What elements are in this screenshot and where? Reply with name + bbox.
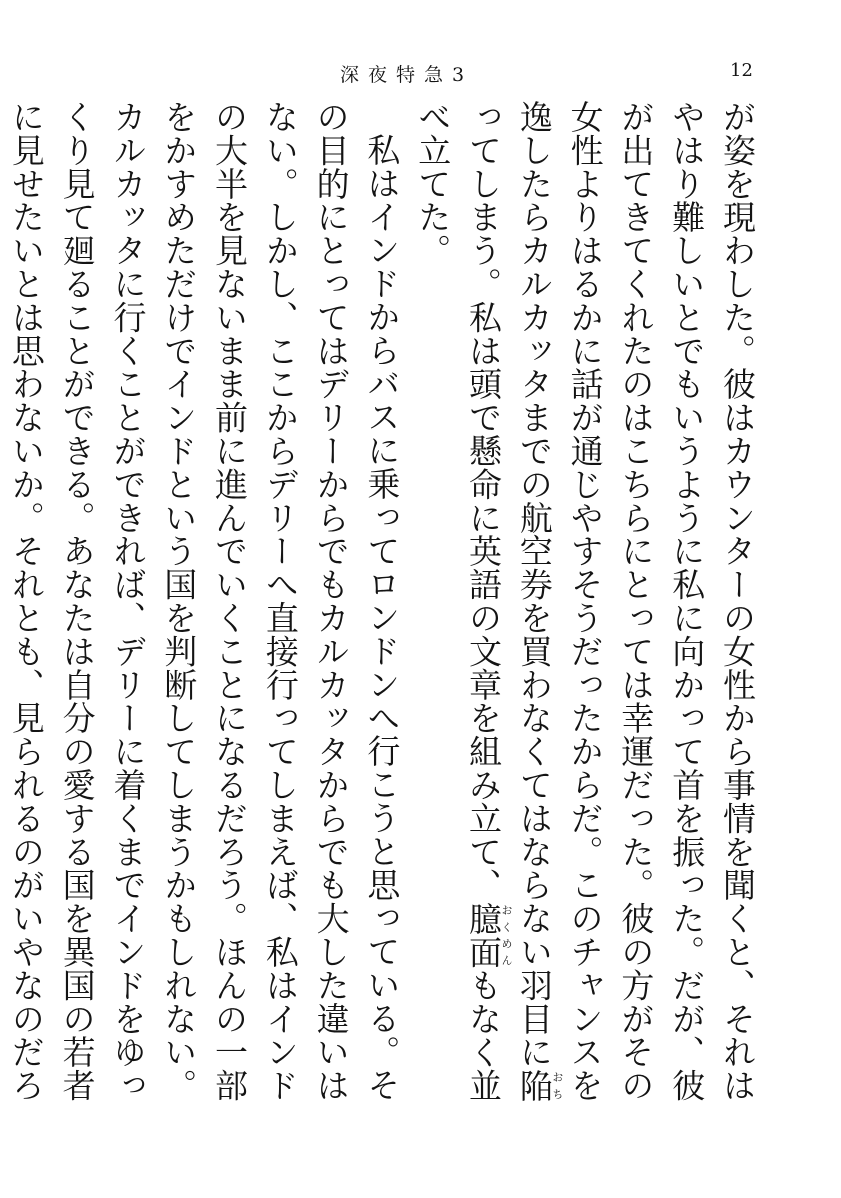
paragraph-argument (0, 100, 406, 1110)
ruby-okumen: 臆面おくめん (464, 901, 514, 969)
paragraph-text: 私はインドからバスに乗ってロンドンへ行こうと思っている。その目的にとってはデリーからでもカルカッタからでも大した違いはない。しかし、ここからデリーへ直接行ってしまえば、私はインドの大半を見ないまま前に進んでいくことになるだろう。ほんの一部をかすめただけでインドという国を判断してしまうかもしれない。カルカッタに行くことができれば、デリーに着くまでインドをゆっくり見て廻ることができる。あなたは自分の愛する国を異国の若者に見せたいとは思わないか。それとも、見られるのがいやなのだろ (6, 100, 402, 1102)
paragraph-continuation (406, 100, 762, 1110)
page-number: 12 (730, 60, 753, 81)
running-title: 深夜特急3 (340, 64, 474, 86)
paragraph-text: もなく並べ立てた。 (413, 100, 504, 1103)
vertical-body-text (6, 100, 762, 1110)
paragraph-text: ってしまう。私は頭で懸命に英語の文章を組み立て、 (464, 100, 504, 902)
ruby-ochi: 陥おち (514, 1068, 564, 1103)
ruby-reading: おくめん (500, 901, 514, 969)
paragraph-text: が姿を現わした。彼はカウンターの女性から事情を聞くと、それはやはり難しいとでもいうように私に向かって首を振った。だが、彼が出てきてくれたのはこちらにとっては幸運だった。彼の方がその女性よりはるかに話が通じやすそうだったからだ。このチャンスを逸したらカルカッタまでの航空券を買わなくてはならない羽目に (514, 100, 757, 1102)
ruby-reading: おち (550, 1068, 564, 1102)
